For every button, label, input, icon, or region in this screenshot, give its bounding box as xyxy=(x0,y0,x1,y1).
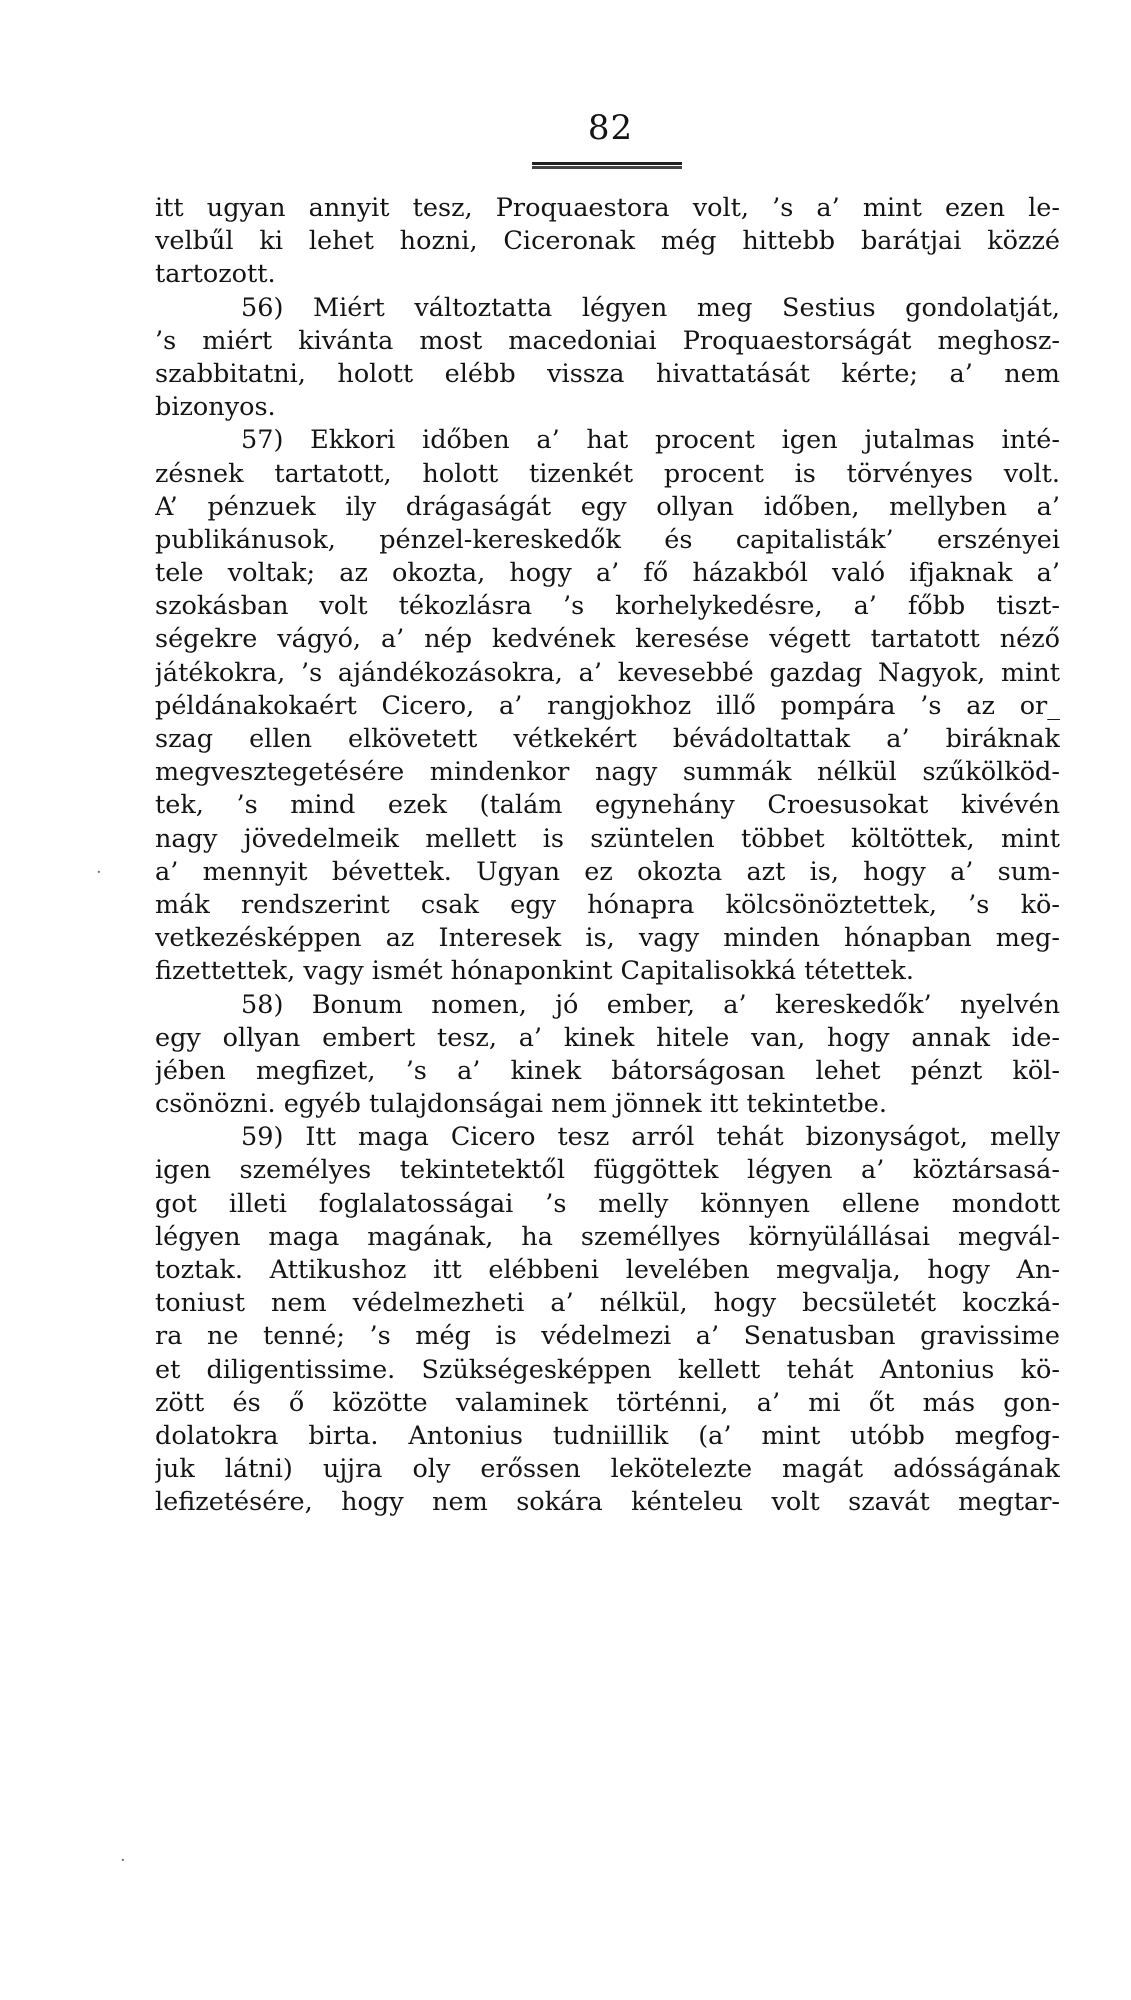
note-59-start: 59) Itt maga Cicero tesz arról tehát bizonyságot, melly xyxy=(241,1122,1060,1153)
text-line: szag ellen elkövetett vétkekért bévádoltattak a’ biráknak xyxy=(155,724,1060,754)
note-56-start: 56) Miért változtatta légyen meg Sestius gondolatját, xyxy=(241,292,1060,323)
text-line: szokásban volt tékozlásra ’s korhelykedésre, a’ főbb tiszt- xyxy=(155,591,1060,622)
text-line: bizonyos. xyxy=(155,392,276,423)
margin-speck: · xyxy=(120,1850,126,1871)
text-line: got illeti foglalatosságai ’s melly könnyen ellene mondott xyxy=(155,1188,1060,1219)
text-line: jében megfizet, ’s a’ kinek bátorságosan lehet pénzt köl- xyxy=(155,1055,1060,1086)
text-line: megvesztegetésére mindenkor nagy summák nélkül szűkölköd- xyxy=(155,757,1060,788)
text-line: zött és ő közötte valaminek történni, a’ mi őt más gon- xyxy=(155,1387,1060,1418)
text-line: et diligentissime. Szükségesképpen kellett tehát Antonius kö- xyxy=(155,1354,1060,1385)
note-57-start: 57) Ekkori időben a’ hat procent igen jutalmas inté- xyxy=(241,425,1060,456)
page-number: 82 xyxy=(587,108,634,148)
body-text xyxy=(155,192,1060,1520)
text-line: velbűl ki lehet hozni, Ciceronak még hittebb barátjai közzé xyxy=(155,226,1060,257)
text-line: dolatokra birta. Antonius tudniillik (a’ mint utóbb megfog- xyxy=(155,1420,1060,1451)
text-line: igen személyes tekintetektől függöttek légyen a’ köztársasá- xyxy=(155,1155,1060,1186)
text-line: játékokra, ’s ajándékozásokra, a’ kevesebbé gazdag Nagyok, mint xyxy=(155,657,1060,688)
text-line: légyen maga magának, ha személlyes környülállásai megvál- xyxy=(155,1221,1060,1252)
text-line: ségekre vágyó, a’ nép kedvének keresése végett tartatott néző xyxy=(155,624,1060,655)
margin-speck: · xyxy=(96,862,102,883)
text-line: tartozott. xyxy=(155,259,276,290)
text-line: mák rendszerint csak egy hónapra kölcsönöztettek, ’s kö- xyxy=(155,889,1060,920)
text-line: vetkezésképpen az Interesek is, vagy minden hónapban meg- xyxy=(155,923,1060,954)
text-line: csönözni. egyéb tulajdonságai nem jönnek itt tekintetbe. xyxy=(155,1089,887,1120)
text-line: juk látni) ujjra oly erőssen lekötelezte magát adósságának xyxy=(155,1454,1060,1485)
header-rule xyxy=(532,162,682,165)
text-line: egy ollyan embert tesz, a’ kinek hitele van, hogy annak ide- xyxy=(155,1022,1060,1053)
text-line: példánakokaért Cicero, a’ rangjokhoz illő pompára ’s az or_ xyxy=(155,690,1060,721)
text-line: fizettettek, vagy ismét hónaponkint Capitalisokká tétettek. xyxy=(155,956,914,987)
text-line: ’s miért kivánta most macedoniai Proquaestorságát meghosz- xyxy=(155,325,1060,356)
text-line: toniust nem védelmezheti a’ nélkül, hogy becsületét koczká- xyxy=(155,1288,1060,1319)
text-line: A’ pénzuek ily drágaságát egy ollyan időben, mellyben a’ xyxy=(155,491,1060,522)
text-line: tele voltak; az okozta, hogy a’ fő házakból való ifjaknak a’ xyxy=(155,558,1060,589)
text-line: zésnek tartatott, holott tizenkét procent is törvényes volt. xyxy=(155,458,1060,489)
text-line: tek, ’s mind ezek (talám egynehány Croesusokat kivévén xyxy=(155,790,1060,821)
text-line: toztak. Attikushoz itt elébbeni levelében megvalja, hogy An- xyxy=(155,1255,1060,1285)
text-line: ra ne tenné; ’s még is védelmezi a’ Senatusban gravissime xyxy=(155,1321,1060,1352)
text-line: szabbitatni, holott elébb vissza hivattatását kérte; a’ nem xyxy=(155,358,1060,389)
text-line: a’ mennyit bévettek. Ugyan ez okozta azt is, hogy a’ sum- xyxy=(155,856,1060,887)
text-line: publikánusok, pénzel-kereskedők és capitalisták’ erszényei xyxy=(155,524,1060,555)
text-line: itt ugyan annyit tesz, Proquaestora volt, ’s a’ mint ezen le- xyxy=(155,193,1060,223)
text-line: nagy jövedelmeik mellett is szüntelen többet költöttek, mint xyxy=(155,823,1060,854)
note-58-start: 58) Bonum nomen, jó ember, a’ kereskedők’ nyelvén xyxy=(241,989,1060,1020)
text-line: lefizetésére, hogy nem sokára kénteleu volt szavát megtar- xyxy=(155,1487,1060,1518)
